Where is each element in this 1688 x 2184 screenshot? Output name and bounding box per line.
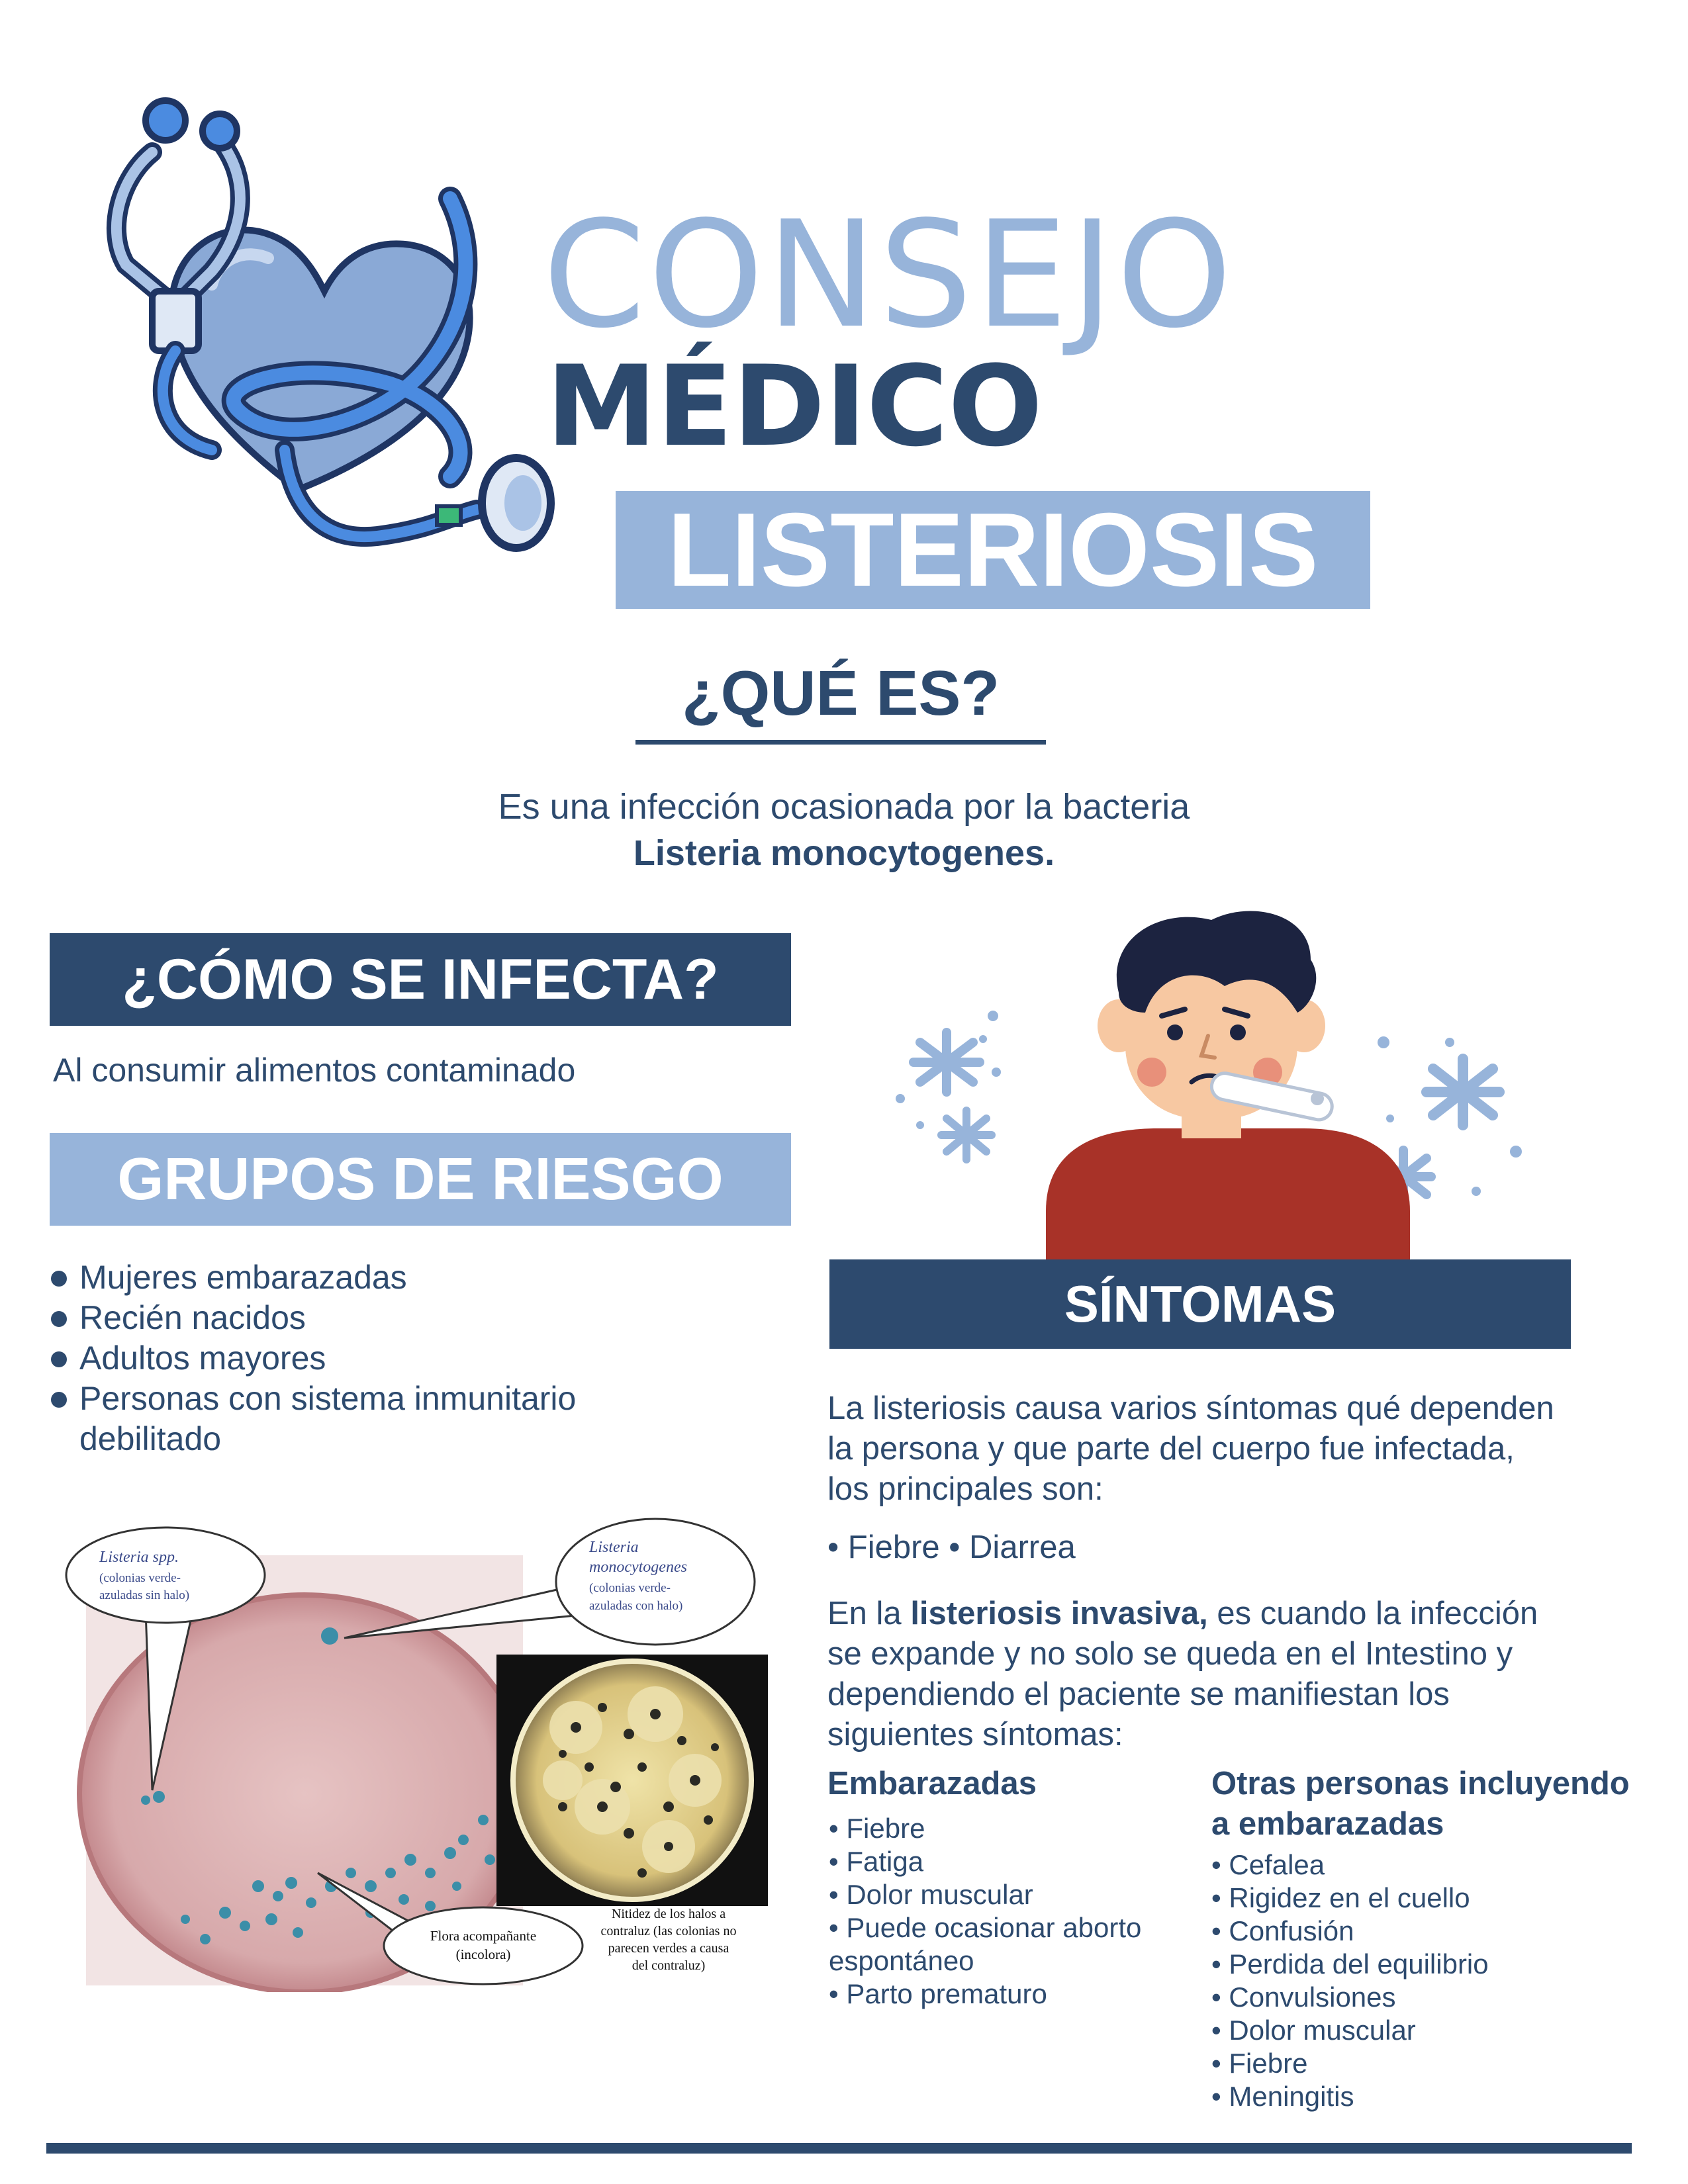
caption-nitidez-line2: contraluz (las colonias no — [600, 1924, 737, 1938]
symptoms-intro: La listeriosis causa varios síntomas qué dependen la persona y que parte del cuerpo fue infectada, los principales son: — [827, 1390, 1554, 1507]
section-heading-grupos-de-riesgo: GRUPOS DE RIESGO — [50, 1133, 791, 1226]
title-consejo: CONSEJO — [543, 190, 1235, 361]
snowflake-icon — [941, 1111, 992, 1160]
callout-mono-title2: monocytogenes — [589, 1559, 687, 1576]
list-item: • Fatiga — [829, 1846, 924, 1877]
sick-person-illustration — [880, 900, 1549, 1261]
list-item: espontáneo — [829, 1945, 974, 1976]
definition-text: Es una infección ocasionada por la bacteria — [498, 787, 1190, 827]
list-item: • Cefalea — [1211, 1849, 1325, 1880]
caption-nitidez-line1: Nitidez de los halos a — [611, 1907, 726, 1921]
callout-flora-line2: (incolora) — [455, 1946, 511, 1962]
stethoscope-heart-icon — [79, 79, 556, 582]
column-heading-embarazadas: Embarazadas — [827, 1766, 1037, 1801]
section-heading-sintomas: SÍNTOMAS — [829, 1259, 1571, 1349]
basic-symptoms: • Fiebre • Diarrea — [827, 1529, 1076, 1565]
list-item: • Dolor muscular — [1211, 2015, 1416, 2046]
list-item: Mujeres embarazadas — [50, 1257, 745, 1298]
list-item: • Puede ocasionar aborto — [829, 1912, 1142, 1943]
list-item: Recién nacidos — [50, 1298, 745, 1338]
heading-underline — [635, 740, 1046, 745]
risk-groups-list — [50, 1257, 745, 1459]
caption-nitidez-line3: parecen verdes a causa — [608, 1941, 729, 1956]
list-item: • Convulsiones — [1211, 1981, 1396, 2013]
list-item: • Fiebre — [829, 1813, 925, 1844]
list-item: • Rigidez en el cuello — [1211, 1882, 1470, 1913]
snowflake-icon — [914, 1032, 980, 1092]
infection-text: Al consumir alimentos contaminado — [53, 1052, 576, 1089]
list-item: • Perdida del equilibrio — [1211, 1948, 1489, 1979]
list-item: • Confusión — [1211, 1915, 1354, 1946]
other-people-symptoms-list — [1211, 1848, 1662, 2113]
pregnant-symptoms-list — [829, 1812, 1199, 2011]
section-heading-como-se-infecta: ¿CÓMO SE INFECTA? — [50, 933, 791, 1026]
callout-flora — [384, 1907, 583, 1984]
callout-flora-line1: Flora acompañante — [430, 1928, 537, 1944]
bullet-icon — [51, 1271, 67, 1287]
callout-mono-title1: Listeria — [589, 1539, 639, 1556]
bullet-icon — [51, 1311, 67, 1327]
caption-nitidez-line4: del contraluz) — [632, 1958, 706, 1973]
invasive-term: listeriosis invasiva, — [910, 1596, 1208, 1631]
list-item: Personas con sistema inmunitario debilitado — [50, 1379, 745, 1459]
bullet-icon — [51, 1392, 67, 1408]
petri-dish-figure — [60, 1516, 774, 1992]
callout-spp-line1: (colonias verde- — [99, 1571, 181, 1585]
bullet-icon — [51, 1351, 67, 1367]
title-medico: MÉDICO — [546, 341, 1043, 471]
list-item: Adultos mayores — [50, 1338, 745, 1379]
list-item: • Fiebre — [1211, 2048, 1308, 2079]
list-item: • Parto prematuro — [829, 1978, 1047, 2009]
invasive-description: En la listeriosis invasiva, es cuando la infección se expande y no solo se queda en el Intestino y dependiendo el paciente se manifiestan los siguientes síntomas: — [827, 1596, 1538, 1752]
footer-divider — [46, 2143, 1632, 2154]
bacteria-name: Listeria monocytogenes. — [633, 833, 1055, 873]
snowflake-icon — [1427, 1059, 1499, 1125]
list-item: • Dolor muscular — [829, 1879, 1033, 1910]
title-listeriosis: LISTERIOSIS — [667, 492, 1319, 608]
list-item: • Meningitis — [1211, 2081, 1354, 2112]
callout-mono-line1: (colonias verde- — [589, 1581, 671, 1595]
callout-mono-line2: azuladas con halo) — [589, 1599, 683, 1613]
callout-spp-line2: azuladas sin halo) — [99, 1588, 190, 1602]
column-heading-otras-personas: Otras personas incluyendo a embarazadas — [1211, 1766, 1630, 1842]
section-heading-que-es: ¿QUÉ ES? — [681, 658, 1000, 729]
callout-spp-title: Listeria spp. — [99, 1549, 179, 1566]
red-shirt — [1046, 1128, 1410, 1261]
